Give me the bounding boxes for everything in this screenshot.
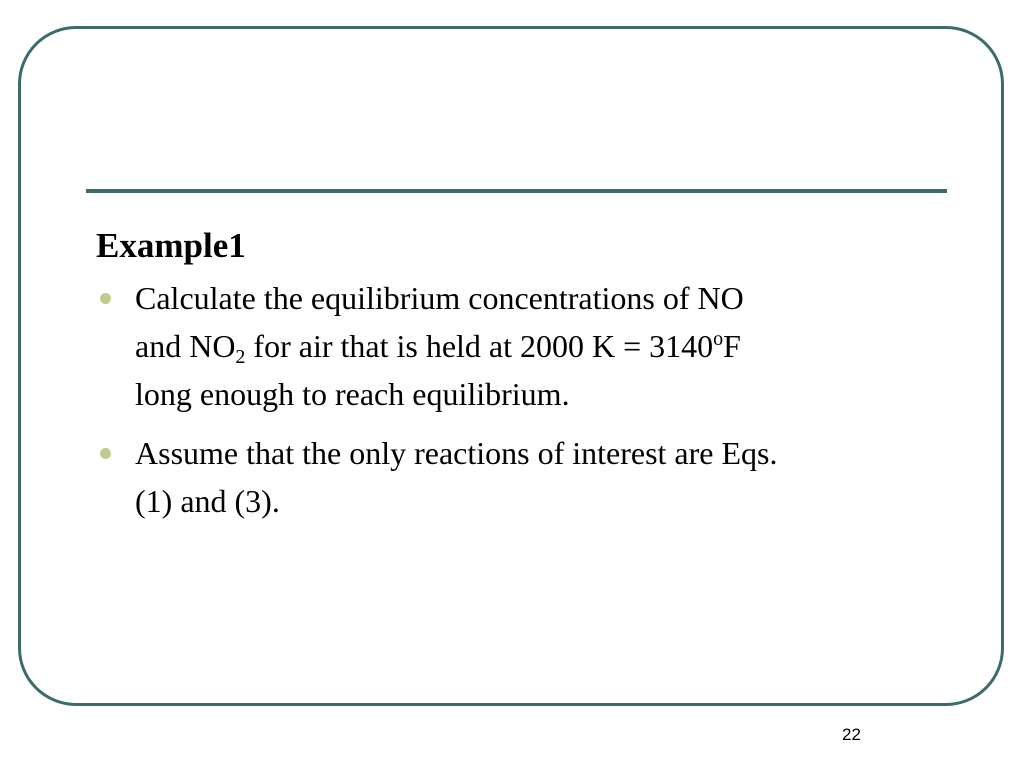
bullet-text-line: Calculate the equilibrium concentrations of NO (135, 280, 744, 316)
bullet-text-line: (1) and (3). (135, 483, 280, 519)
slide-content (96, 222, 956, 536)
bullet-text-line: long enough to reach equilibrium. (135, 376, 570, 412)
page-number: 22 (842, 725, 861, 744)
bullet-item (96, 429, 956, 525)
bullet-text-line: Assume that the only reactions of interest are Eqs. (135, 435, 778, 471)
subscript-text: 2 (235, 346, 246, 368)
bullet-text-line: F (723, 328, 741, 364)
title-divider (86, 189, 947, 193)
superscript-text: o (713, 328, 724, 350)
bullet-text-line: for air that is held at 2000 K = 3140 (245, 328, 714, 364)
bullet-item (96, 274, 956, 418)
bullet-text-line: and NO (135, 328, 236, 364)
bullet-list (96, 274, 956, 525)
slide-heading: Example1 (96, 226, 246, 265)
bullet-dot-icon (100, 448, 111, 459)
bullet-dot-icon (100, 293, 111, 304)
